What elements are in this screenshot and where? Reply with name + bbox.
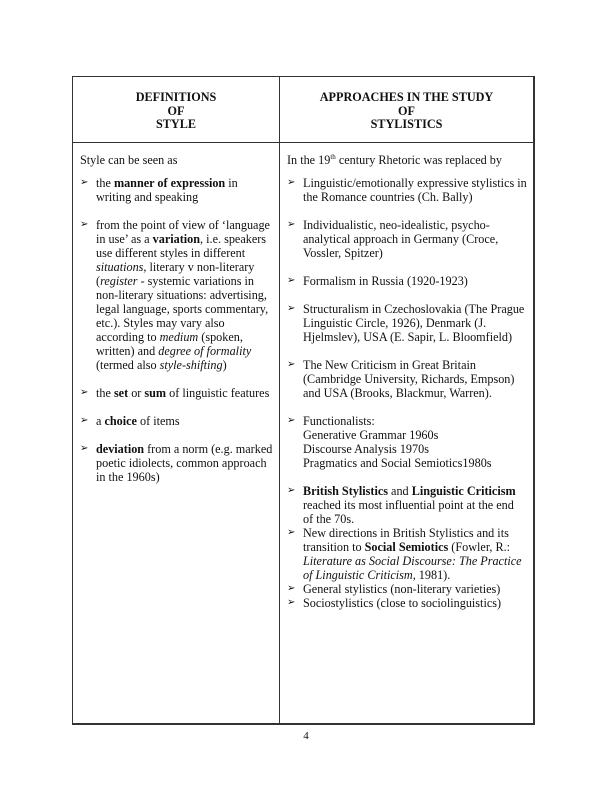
- list-item: ➢ General stylistics (non-literary varieties): [287, 582, 501, 596]
- list-item: ➢ Individualistic, neo-idealistic, psycho-analytical approach in Germany (Croce, Vossler, Spitzer): [287, 218, 499, 260]
- list-item: ➢ The New Criticism in Great Britain (Cambridge University, Richards, Empson) and USA (Brooks, Blackmur, Warren).: [287, 358, 515, 400]
- header-definitions-of-style: [73, 77, 280, 143]
- list-item: ➢ the manner of expression in writing and speaking: [80, 176, 238, 204]
- arrow-bullet-icon: ➢: [287, 177, 296, 188]
- header-line: OF: [167, 103, 185, 118]
- approaches-intro: In the 19th century Rhetoric was replaced by: [287, 153, 502, 167]
- definitions-column: [73, 143, 280, 723]
- arrow-bullet-icon: ➢: [80, 443, 89, 454]
- arrow-bullet-icon: ➢: [287, 527, 296, 538]
- arrow-bullet-icon: ➢: [287, 415, 296, 426]
- arrow-bullet-icon: ➢: [287, 485, 296, 496]
- header-line: STYLE: [156, 117, 196, 131]
- arrow-bullet-icon: ➢: [80, 387, 89, 398]
- arrow-bullet-icon: ➢: [80, 415, 89, 426]
- list-item: ➢ New directions in British Stylistics and its transition to Social Semiotics (Fowler, R.: Literature as Social Discourse: The Practice of Linguistic Criticism, 1981).: [287, 526, 522, 582]
- arrow-bullet-icon: ➢: [287, 303, 296, 314]
- list-item: ➢ Linguistic/emotionally expressive stylistics in the Romance countries (Ch. Bally): [287, 176, 527, 204]
- header-approaches: [280, 77, 533, 143]
- header-line: STYLISTICS: [370, 117, 443, 131]
- arrow-bullet-icon: ➢: [80, 177, 89, 188]
- list-item: ➢ Functionalists: Generative Grammar 1960s Discourse Analysis 1970s Pragmatics and Social Semiotics1980s: [287, 414, 492, 470]
- list-item: ➢ Structuralism in Czechoslovakia (The Prague Linguistic Circle, 1926), Denmark (J. Hjelmslev), USA (E. Sapir, L. Bloomfield): [287, 302, 525, 344]
- list-item: ➢ British Stylistics and Linguistic Criticism reached its most influential point at the end of the 70s.: [287, 484, 516, 526]
- approaches-column: [280, 143, 533, 723]
- list-item: ➢ from the point of view of ‘language in use’ as a variation, i.e. speakers use different styles in different situations, literary v non-literary (register - systemic variations in non-literary situations: advertising, legal language, sports commentary, etc.). Styles may vary also according to medium (spoken, written) and degree of formality (termed also style-shifting): [80, 218, 270, 372]
- definitions-list: [80, 176, 273, 484]
- arrow-bullet-icon: ➢: [287, 359, 296, 370]
- arrow-bullet-icon: ➢: [80, 219, 89, 230]
- header-line: OF: [398, 103, 415, 118]
- page-number: 4: [303, 730, 309, 742]
- list-item: ➢ Sociostylistics (close to sociolinguistics): [287, 596, 502, 610]
- header-line: DEFINITIONS: [135, 90, 217, 104]
- list-item: ➢ Formalism in Russia (1920-1923): [287, 274, 468, 288]
- list-item: ➢ the set or sum of linguistic features: [80, 386, 270, 400]
- definitions-intro: Style can be seen as: [80, 153, 178, 167]
- list-item: ➢ a choice of items: [80, 414, 180, 428]
- arrow-bullet-icon: ➢: [287, 583, 296, 594]
- arrow-bullet-icon: ➢: [287, 219, 296, 230]
- header-line: APPROACHES IN THE STUDY: [319, 90, 494, 104]
- arrow-bullet-icon: ➢: [287, 275, 296, 286]
- arrow-bullet-icon: ➢: [287, 597, 296, 608]
- stylistics-table: [72, 76, 535, 725]
- approaches-list: [287, 176, 527, 610]
- list-item: ➢ deviation from a norm (e.g. marked poetic idiolects, common approach in the 1960s): [80, 442, 273, 484]
